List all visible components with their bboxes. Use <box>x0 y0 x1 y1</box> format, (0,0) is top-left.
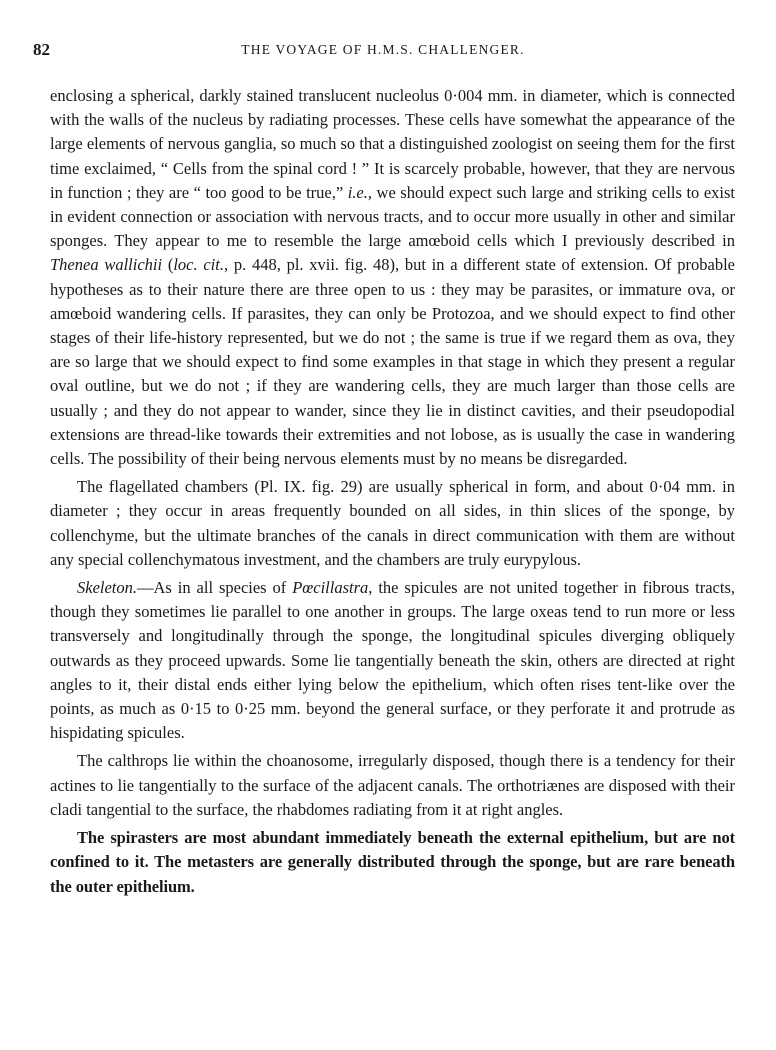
text-segment: enclosing a spherical, darkly stained translucent nucleolus 0·004 mm. in diameter, which is connected with the walls of the nucleus by radiating processes. These cells have somewhat the appearance of the large elements of nervous ganglia, so much so that a distinguished zoologist on seeing them for the first time exclaimed, “ Cells from the spinal cord ! ” It is scarcely probable, however, that they are nervous in function ; they are “ too good to be true,” <box>50 86 735 202</box>
text-segment: , we should expect such large and striking cells to exist in evident connection or association with nervous tracts, and to occur more usually in other and similar sponges. They appear to me to resemble the large amœboid cells which I previously described in <box>50 182 735 251</box>
italic-text-segment: i.e. <box>347 182 368 202</box>
paragraph-cells-description <box>50 84 735 471</box>
page-number: 82 <box>33 40 50 59</box>
italic-text-segment: Thenea wallichii <box>50 255 163 275</box>
body-text <box>50 84 735 899</box>
text-segment: The spirasters are most abundant immediately beneath the external epithelium, but are not confined to it. The metasters are generally distributed through the sponge, but are rare beneath the outer epithelium. <box>50 828 735 896</box>
paragraph-spirasters <box>50 826 735 899</box>
italic-text-segment: Skeleton. <box>77 578 138 598</box>
text-segment: , p. 448, pl. xvii. fig. 48), but in a different state of extension. Of probable hypotheses as to their nature there are three open to us : they may be parasites, or immature ova, or amœboid wandering cells. If parasites, they can only be Protozoa, and we should expect to find other stages of their life-history represented, but we do not ; the same is true if we regard them as ova, they are so large that we should expect to find some examples in that stage in which they present a regular oval outline, but we do not ; if they are wandering cells, they are much larger than those cells are usually ; and they do not appear to wander, since they lie in distinct cavities, and their pseudopodial extensions are thread-like towards their extremities and not lobose, as is usually the case in wandering cells. The possibility of their being nervous elements must by no means be disregarded. <box>50 255 735 469</box>
text-segment: ( <box>162 255 174 275</box>
text-segment: —As in all species of <box>137 578 293 598</box>
text-segment: , the spicules are not united together in fibrous tracts, though they sometimes lie parallel to one another in groups. The large oxeas tend to run more or less transversely and longitudinally through the sponge, the longitudinal spicules diverging obliquely outwards as they proceed upwards. Some lie tangentially beneath the skin, others are directed at right angles to it, their distal ends either lying below the epithelium, which often rises tent-like over the points, as much as 0·15 to 0·25 mm. beyond the general surface, or they perforate it and protrude as hispidating spicules. <box>50 578 735 743</box>
paragraph-flagellated-chambers <box>50 475 735 572</box>
text-segment: The calthrops lie within the choanosome, irregularly disposed, though there is a tendency for their actines to lie tangentially to the surface of the adjacent canals. The orthotriænes are disposed with their cladi tangential to the surface, the rhabdomes radiating from it at right angles. <box>50 751 735 819</box>
italic-text-segment: loc. cit. <box>173 255 224 275</box>
text-segment: The flagellated chambers (Pl. IX. fig. 29) are usually spherical in form, and about 0·04 mm. in diameter ; they occur in areas frequently bounded on all sides, in thin slices of the sponge, by collenchyme, but the ultimate branches of the canals in direct communication with them are without any special collenchymatous investment, and the chambers are truly eurypylous. <box>50 477 735 569</box>
page-header <box>33 40 733 64</box>
paragraph-calthrops <box>50 749 735 822</box>
italic-text-segment: Pœcillastra <box>292 578 369 598</box>
running-title: THE VOYAGE OF H.M.S. CHALLENGER. <box>241 42 525 57</box>
paragraph-skeleton <box>50 576 735 745</box>
